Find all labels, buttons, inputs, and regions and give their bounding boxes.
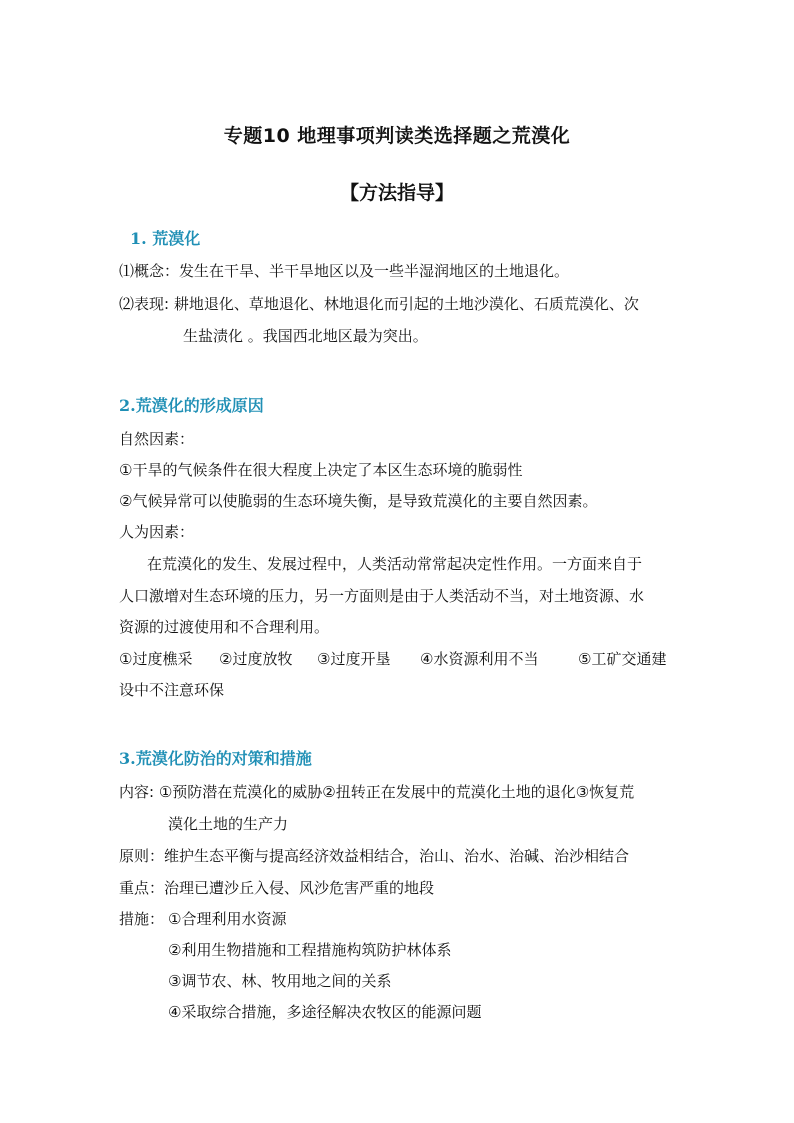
measure-3: ③调节农、林、牧用地之间的关系 [168,972,392,990]
measures-label: 措施： [119,910,165,928]
human-cause-3: ③过度开垦 [317,650,391,668]
document-title: 专题10 地理事项判读类选择题之荒漠化 [223,125,571,147]
measure-4: ④采取综合措施，多途径解决农牧区的能源问题 [168,1003,482,1021]
natural-factor-1: ①干旱的气候条件在很大程度上决定了本区生态环境的脆弱性 [119,461,523,479]
manifestation-line-2: 生盐渍化 。我国西北地区最为突出。 [183,327,428,345]
measure-2: ②利用生物措施和工程措施构筑防护林体系 [168,941,452,959]
human-cause-4: ④水资源利用不当 [420,650,539,668]
method-guide-heading: 【方法指导】 [339,182,454,204]
measure-1: ①合理利用水资源 [168,910,287,928]
human-cause-5-continued: 设中不注意环保 [119,681,225,699]
human-cause-2: ②过度放牧 [219,650,293,668]
concept-line: ⑴概念：发生在干旱、半干旱地区以及一些半湿润地区的土地退化。 [119,262,570,280]
human-paragraph-line-2: 人口激增对生态环境的压力，另一方面则是由于人类活动不当，对土地资源、水 [119,587,645,605]
manifestation-line-1: ⑵表现: 耕地退化、草地退化、林地退化而引起的土地沙漠化、石质荒漠化、次 [119,295,639,313]
principle-line: 原则：维护生态平衡与提高经济效益相结合，治山、治水、治碱、治沙相结合 [119,847,630,865]
natural-factor-2: ②气候异常可以使脆弱的生态环境失衡，是导致荒漠化的主要自然因素。 [119,492,598,510]
human-cause-5: ⑤工矿交通建 [578,650,667,668]
content-line-1: 内容: ①预防潜在荒漠化的威胁②扭转正在发展中的荒漠化土地的退化③恢复荒 [119,783,635,801]
focus-line: 重点：治理已遭沙丘入侵、风沙危害严重的地段 [119,879,435,897]
human-cause-1: ①过度樵采 [119,650,193,668]
natural-factors-label: 自然因素： [119,430,195,448]
human-factors-label: 人为因素： [119,523,195,541]
human-paragraph-line-3: 资源的过渡使用和不合理利用。 [119,618,330,636]
human-paragraph-line-1: 在荒漠化的发生、发展过程中，人类活动常常起决定性作用。一方面来自于 [147,555,643,573]
section1-heading: 1. 荒漠化 [130,229,201,248]
section3-heading: 3.荒漠化防治的对策和措施 [119,749,312,768]
content-line-2: 漠化土地的生产力 [168,815,289,833]
section2-heading: 2.荒漠化的形成原因 [119,396,264,415]
